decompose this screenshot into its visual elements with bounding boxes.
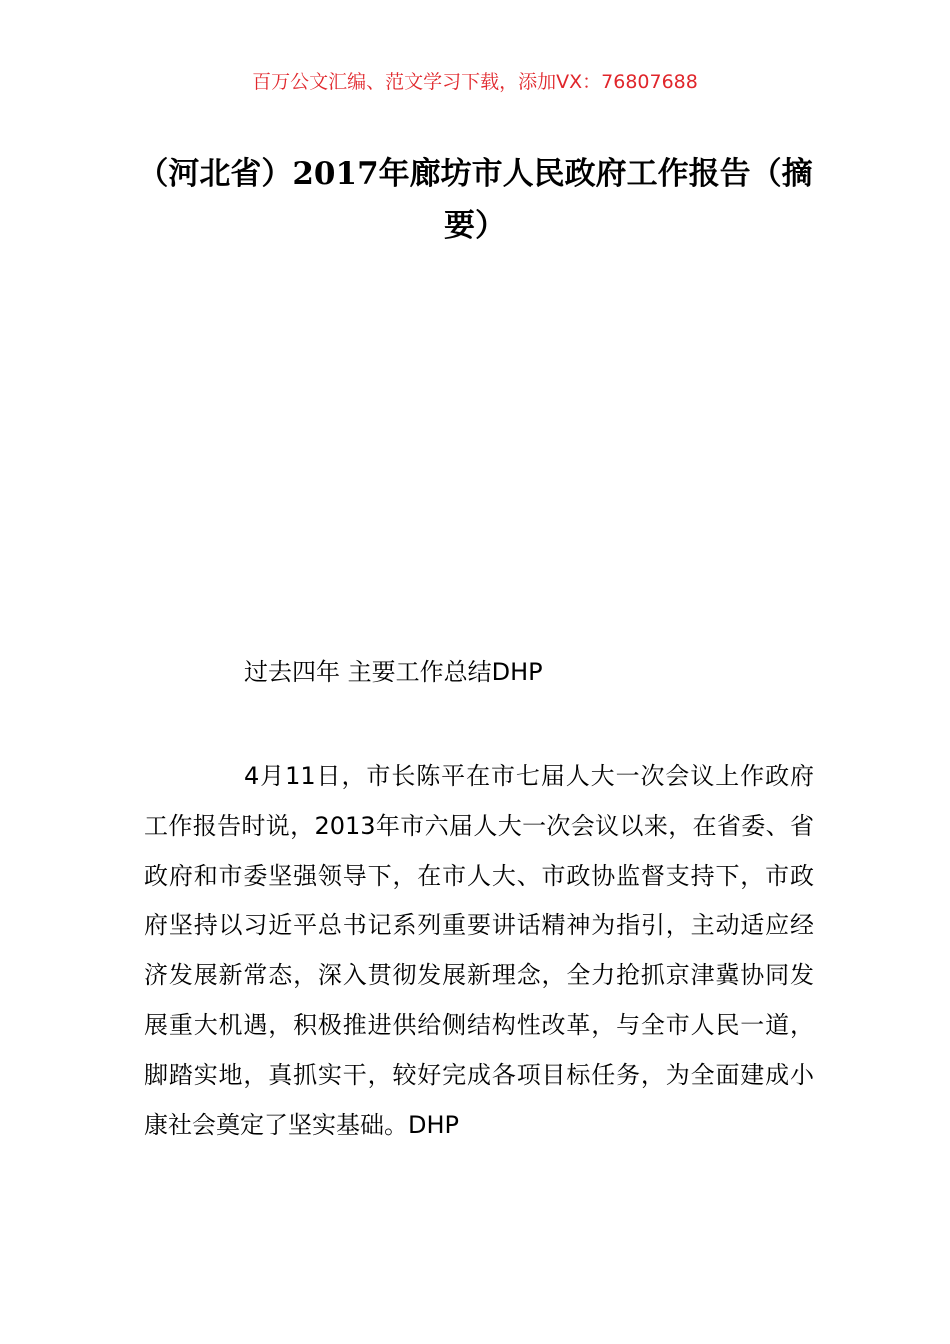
body-paragraph: 4月11日，市长陈平在市七届人大一次会议上作政府工作报告时说，2013年市六届人大一次会议以来，在省委、省政府和市委坚强领导下，在市人大、市政协监督支持下，市政府坚持以习近平总书记系列重要讲话精神为指引，主动适应经济发展新常态，深入贯彻发展新理念，全力抢抓京津冀协同发展重大机遇，积极推进供给侧结构性改革，与全市人民一道，脚踏实地，真抓实干，较好完成各项目标任务，为全面建成小康社会奠定了坚实基础。DHP xyxy=(144,762,814,1139)
document-title: （河北省）2017年廊坊市人民政府工作报告（摘要） xyxy=(137,156,813,244)
section-heading: 过去四年 主要工作总结DHP xyxy=(244,658,543,686)
header-promo-note: 百万公文汇编、范文学习下载，添加VX：76807688 xyxy=(252,71,698,93)
